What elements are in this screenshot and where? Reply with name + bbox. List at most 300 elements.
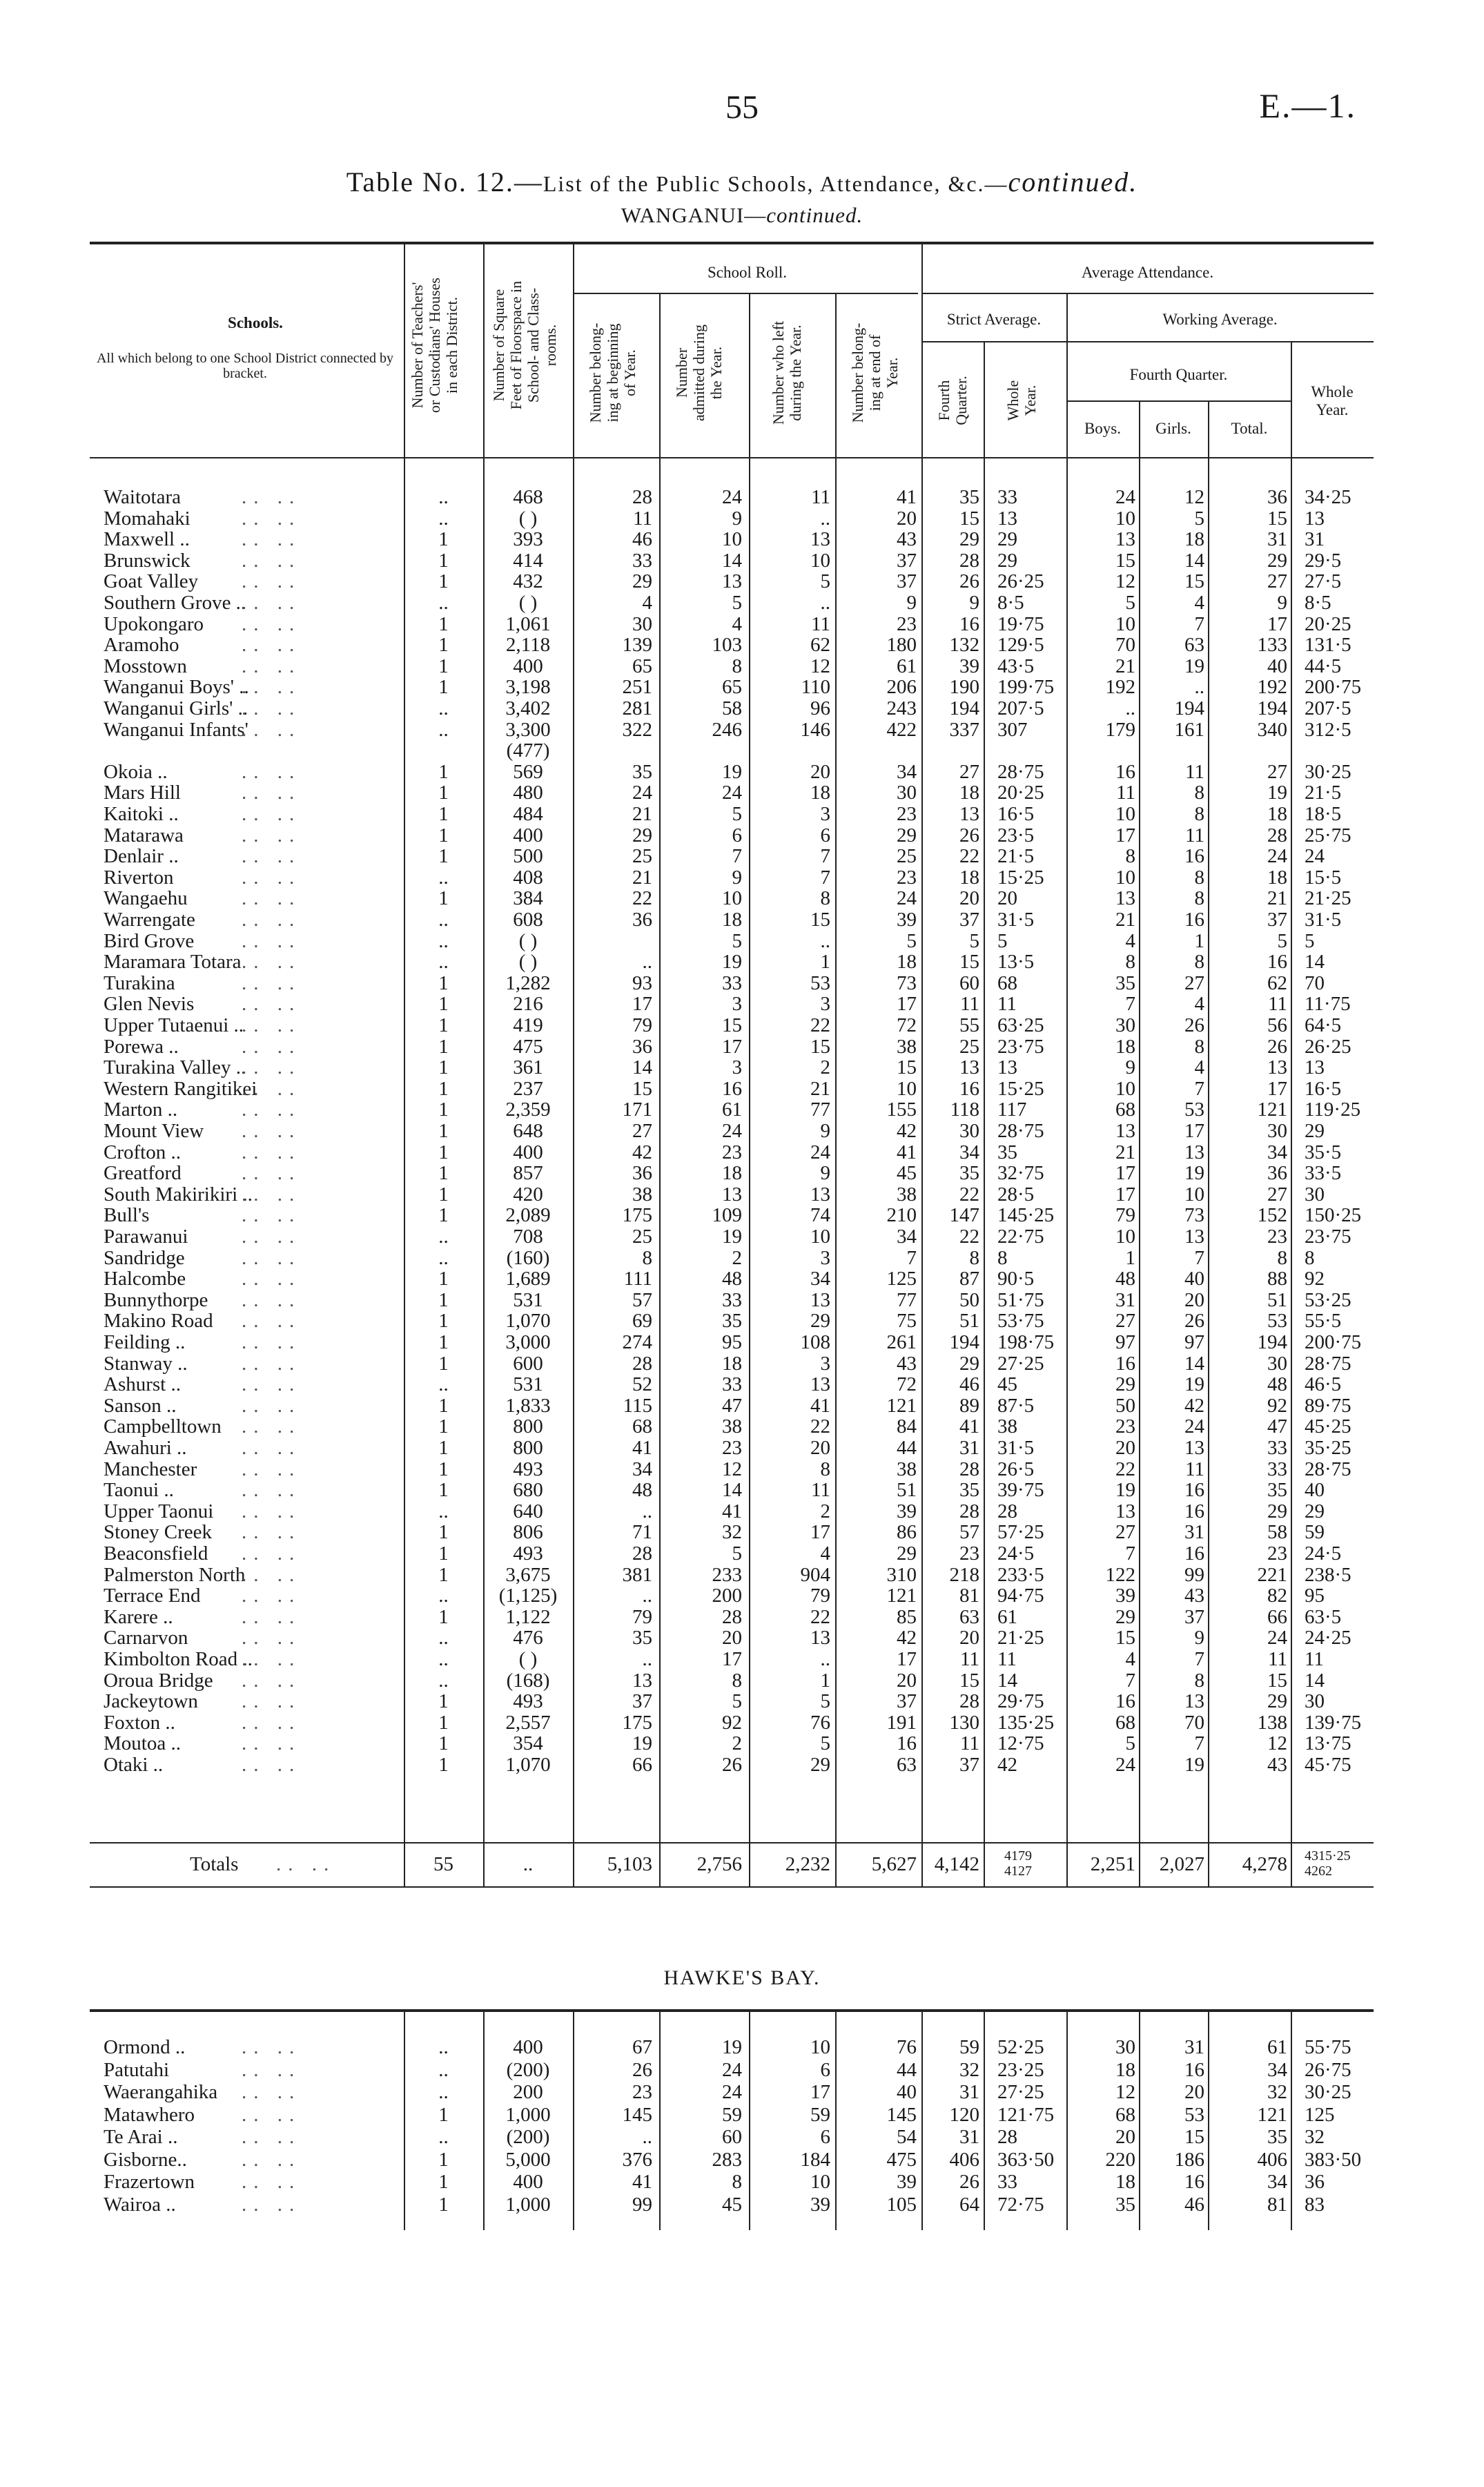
cell-roll-admitted: 16	[722, 1077, 742, 1100]
header-teachers-line: Number of Teachers'	[409, 282, 426, 409]
cell-strict-wy: 61	[997, 1605, 1017, 1628]
cell-boys: 10	[1115, 612, 1135, 635]
totals-floor: ..	[523, 1853, 534, 1875]
cell-working-wy: 30·25	[1305, 760, 1351, 783]
cell-strict-wy: 26·5	[997, 1458, 1035, 1480]
cell-roll-admitted: 15	[722, 1014, 742, 1036]
cell-roll-end: 38	[897, 1458, 917, 1480]
cell-roll-left: 3	[820, 803, 830, 825]
header-roll-end-line: Year.	[883, 357, 901, 389]
cell-floorspace: 420	[513, 1183, 543, 1206]
cell-working-wy: 21·25	[1305, 887, 1351, 910]
cell-working-wy: 200·75	[1305, 676, 1362, 699]
cell-strict-fq: 22	[959, 1183, 979, 1206]
cell-boys: 10	[1115, 803, 1135, 825]
cell-floorspace: ( )	[518, 951, 538, 974]
cell-strict-fq: 5	[969, 929, 979, 952]
leader-dots: .. ..	[242, 2193, 302, 2216]
cell-strict-fq: 29	[959, 1352, 979, 1375]
cell-girls: 8	[1194, 1669, 1204, 1692]
header-school-roll: School Roll.	[707, 264, 787, 281]
cell-strict-wy: 24·5	[997, 1542, 1035, 1565]
cell-strict-wy: 233·5	[997, 1563, 1044, 1586]
cell-floorspace: 1,282	[505, 971, 551, 994]
leader-dots: .. ..	[242, 507, 302, 530]
cell-strict-wy: 23·25	[997, 2058, 1044, 2081]
cell-roll-begin: 15	[632, 1077, 652, 1100]
header-boys: Boys.	[1084, 420, 1122, 437]
cell-girls: 27	[1184, 971, 1204, 994]
cell-roll-begin: 41	[632, 1437, 652, 1459]
cell-roll-begin: ..	[642, 1500, 652, 1522]
cell-roll-end: 24	[897, 887, 917, 910]
cell-roll-begin: 281	[622, 697, 652, 719]
cell-working-wy: 139·75	[1305, 1711, 1362, 1734]
cell-working-wy: 13	[1305, 507, 1325, 530]
leader-dots: .. ..	[242, 1310, 302, 1333]
cell-boys: 27	[1115, 1521, 1135, 1544]
cell-working-wy: 23·75	[1305, 1226, 1351, 1248]
cell-roll-begin: 4	[642, 592, 652, 614]
cell-teachers: ..	[438, 929, 449, 952]
leader-dots: .. ..	[242, 676, 302, 699]
cell-total: 19	[1267, 782, 1287, 804]
cell-teachers: 1	[438, 993, 449, 1016]
leader-dots: .. ..	[242, 971, 302, 994]
school-name: Okoia ..	[104, 760, 168, 783]
cell-roll-end: 310	[886, 1563, 917, 1586]
cell-girls: 10	[1184, 1183, 1204, 1206]
school-name: Denlair ..	[104, 845, 179, 868]
cell-teachers: 1	[438, 1732, 449, 1755]
cell-strict-wy: 53·75	[997, 1310, 1044, 1333]
cell-strict-fq: 118	[950, 1099, 979, 1121]
cell-teachers: ..	[438, 718, 449, 741]
cell-floorspace: 493	[513, 1458, 543, 1480]
cell-strict-fq: 35	[959, 1479, 979, 1502]
cell-total: 11	[1268, 993, 1287, 1016]
leader-dots: .. ..	[242, 1331, 302, 1353]
cell-roll-begin: 14	[632, 1056, 652, 1079]
cell-strict-wy: 198·75	[997, 1331, 1055, 1353]
cell-strict-fq: 18	[959, 782, 979, 804]
header-bottom-rule	[90, 457, 1374, 458]
cell-working-wy: 26·75	[1305, 2058, 1351, 2081]
cell-strict-wy: 13	[997, 1056, 1017, 1079]
cell-roll-admitted: 14	[722, 1479, 742, 1502]
school-roll-rule	[573, 293, 918, 294]
cell-strict-fq: 46	[959, 1373, 979, 1396]
cell-working-wy: 14	[1305, 1669, 1325, 1692]
cell-boys: 23	[1115, 1415, 1135, 1438]
cell-teachers: ..	[438, 592, 449, 614]
cell-girls: 12	[1184, 486, 1204, 508]
cell-teachers: ..	[438, 2081, 449, 2103]
school-name: Porewa ..	[104, 1035, 179, 1058]
cell-strict-wy: 135·25	[997, 1711, 1055, 1734]
leader-dots: .. ..	[242, 1585, 302, 1607]
cell-strict-wy: 43·5	[997, 655, 1035, 677]
school-name: Makino Road	[104, 1310, 213, 1333]
table-row	[0, 1607, 1484, 1627]
cell-roll-admitted: 8	[732, 2171, 742, 2193]
cell-strict-wy: 21·25	[997, 1627, 1044, 1649]
cell-boys: 8	[1125, 951, 1135, 974]
cell-girls: 7	[1194, 612, 1204, 635]
leader-dots: .. ..	[242, 1162, 302, 1185]
cell-roll-admitted: 61	[722, 1099, 742, 1121]
school-name: Upokongaro	[104, 612, 204, 635]
cell-girls: 46	[1184, 2193, 1204, 2216]
cell-roll-end: 61	[897, 655, 917, 677]
cell-roll-left: ..	[820, 592, 830, 614]
cell-boys: 10	[1115, 1226, 1135, 1248]
cell-teachers: 1	[438, 1437, 449, 1459]
cell-strict-wy: 13	[997, 507, 1017, 530]
cell-total: 35	[1267, 2126, 1287, 2148]
table-row	[0, 2037, 1484, 2058]
cell-roll-left: 108	[800, 1331, 830, 1353]
cell-roll-left: 10	[810, 2036, 830, 2058]
cell-strict-fq: 89	[959, 1394, 979, 1417]
school-name: Maxwell ..	[104, 528, 190, 551]
cell-girls: 4	[1194, 993, 1204, 1016]
cell-roll-admitted: 103	[712, 634, 742, 657]
leader-dots: .. ..	[242, 929, 302, 952]
table-row	[0, 529, 1484, 550]
cell-roll-end: 44	[897, 1437, 917, 1459]
table-row	[0, 1036, 1484, 1057]
cell-floorspace: 500	[513, 845, 543, 868]
cell-roll-begin: 175	[622, 1204, 652, 1227]
cell-roll-end: 121	[886, 1394, 917, 1417]
cell-roll-begin: 111	[623, 1268, 652, 1290]
cell-teachers: ..	[438, 1226, 449, 1248]
cell-floorspace: 419	[513, 1014, 543, 1036]
totals-left: 2,232	[785, 1853, 830, 1875]
school-name: Wanganui Infants'	[104, 718, 248, 741]
cell-roll-end: 243	[886, 697, 917, 719]
cell-boys: 39	[1115, 1585, 1135, 1607]
cell-teachers: 1	[438, 803, 449, 825]
cell-roll-left: 96	[810, 697, 830, 719]
cell-roll-end: 206	[886, 676, 917, 699]
cell-strict-wy: 28·75	[997, 1120, 1044, 1142]
cell-strict-wy: 28	[997, 2126, 1017, 2148]
cell-roll-left: 39	[810, 2193, 830, 2216]
cell-floorspace: 1,070	[505, 1754, 551, 1776]
cell-roll-left: 5	[820, 1690, 830, 1713]
leader-dots: .. ..	[242, 2058, 302, 2081]
cell-strict-fq: 37	[959, 1754, 979, 1776]
cell-roll-begin: 171	[622, 1099, 652, 1121]
cell-roll-left: 8	[820, 1458, 830, 1480]
cell-roll-admitted: 7	[732, 845, 742, 868]
leader-dots: .. ..	[242, 951, 302, 974]
cell-teachers: ..	[438, 951, 449, 974]
cell-strict-wy: 11	[997, 1648, 1017, 1670]
cell-roll-end: 191	[886, 1711, 917, 1734]
table-row	[0, 1205, 1484, 1226]
cell-teachers: 1	[438, 549, 449, 572]
cell-roll-admitted: 8	[732, 655, 742, 677]
totals-wwy	[1305, 1848, 1351, 1879]
cell-working-wy: 125	[1305, 2103, 1335, 2126]
fourth-quarter-rule	[1066, 400, 1291, 402]
school-name: Manchester	[104, 1458, 197, 1480]
cell-boys: 68	[1115, 2103, 1135, 2126]
cell-boys: 7	[1125, 993, 1135, 1016]
table-row	[0, 1691, 1484, 1712]
cell-strict-fq: 22	[959, 845, 979, 868]
cell-girls: 63	[1184, 634, 1204, 657]
cell-roll-left: 24	[810, 1141, 830, 1163]
table-row	[0, 1248, 1484, 1268]
cell-girls: 16	[1184, 909, 1204, 931]
cell-roll-end: 72	[897, 1373, 917, 1396]
cell-teachers: 1	[438, 1056, 449, 1079]
cell-roll-end: 75	[897, 1310, 917, 1333]
cell-girls: 37	[1184, 1605, 1204, 1628]
cell-boys: 4	[1125, 1648, 1135, 1670]
cell-floorspace: 475	[513, 1035, 543, 1058]
cell-strict-wy: 39·75	[997, 1479, 1044, 1502]
cell-teachers: ..	[438, 1246, 449, 1269]
table-row	[0, 1565, 1484, 1585]
cell-teachers: 1	[438, 1162, 449, 1185]
cell-floorspace: (200)	[506, 2126, 550, 2148]
cell-roll-begin: 93	[632, 971, 652, 994]
leader-dots: .. ..	[242, 1204, 302, 1227]
cell-girls: 14	[1184, 549, 1204, 572]
leader-dots: .. ..	[242, 1394, 302, 1417]
cell-roll-admitted: 9	[732, 507, 742, 530]
leader-dots: .. ..	[242, 2126, 302, 2148]
totals-label: Totals	[190, 1853, 239, 1875]
cell-roll-begin: 115	[623, 1394, 652, 1417]
cell-strict-wy: 121·75	[997, 2103, 1055, 2126]
title-main: List of the Public Schools, Attendance, &c.—	[543, 171, 1008, 196]
cell-floorspace: 237	[513, 1077, 543, 1100]
cell-roll-admitted: 65	[722, 676, 742, 699]
leader-dots: .. ..	[242, 1500, 302, 1522]
cell-teachers: 1	[438, 612, 449, 635]
table-row	[0, 571, 1484, 592]
cell-roll-admitted: 5	[732, 1542, 742, 1565]
cell-strict-wy: 63·25	[997, 1014, 1044, 1036]
cell-working-wy: 34·25	[1305, 486, 1351, 508]
cell-roll-admitted: 38	[722, 1415, 742, 1438]
cell-strict-fq: 16	[959, 612, 979, 635]
cell-strict-wy: 23·75	[997, 1035, 1044, 1058]
cell-boys: 29	[1115, 1373, 1135, 1396]
totals-leader-dots: .. ..	[276, 1853, 336, 1875]
cell-teachers: 1	[438, 1183, 449, 1206]
cell-floorspace: ( )	[518, 592, 538, 614]
cell-working-wy: 150·25	[1305, 1204, 1362, 1227]
leader-dots: .. ..	[242, 1141, 302, 1163]
table-row	[0, 508, 1484, 529]
cell-strict-wy: 20	[997, 887, 1017, 910]
header-roll-admitted	[673, 297, 725, 449]
header-strict-wy-line: Whole	[1004, 380, 1022, 421]
totals-wy-b: 4127	[1004, 1864, 1032, 1879]
cell-roll-begin: 29	[632, 824, 652, 846]
cell-teachers: ..	[438, 697, 449, 719]
leader-dots: .. ..	[242, 887, 302, 910]
cell-floorspace: 857	[513, 1162, 543, 1185]
cell-roll-begin: 376	[622, 2148, 652, 2171]
cell-strict-fq: 11	[960, 1648, 979, 1670]
totals-bottom-rule	[90, 1886, 1374, 1888]
cell-roll-admitted: 5	[732, 803, 742, 825]
cell-strict-fq: 13	[959, 1056, 979, 1079]
header-floorspace-line: Feet of Floorspace in	[507, 280, 525, 410]
leader-dots: .. ..	[242, 1711, 302, 1734]
cell-teachers: 1	[438, 2148, 449, 2171]
cell-floorspace: 3,198	[505, 676, 551, 699]
leader-dots: .. ..	[242, 697, 302, 719]
school-name: Momahaki	[104, 507, 191, 530]
cell-roll-left: 5	[820, 570, 830, 593]
school-name: Awahuri ..	[104, 1437, 187, 1459]
cell-strict-wy: 45	[997, 1373, 1017, 1396]
cell-roll-admitted: 4	[732, 612, 742, 635]
cell-roll-end: 44	[897, 2058, 917, 2081]
cell-roll-end: 29	[897, 824, 917, 846]
cell-boys: 15	[1115, 549, 1135, 572]
cell-teachers: 1	[438, 760, 449, 783]
cell-roll-admitted: 24	[722, 782, 742, 804]
cell-floorspace: 393	[513, 528, 543, 551]
cell-boys: 9	[1125, 1056, 1135, 1079]
cell-roll-admitted: 200	[712, 1585, 742, 1607]
totals-wwy-b: 4262	[1305, 1864, 1332, 1879]
cell-roll-left: 15	[810, 909, 830, 931]
cell-roll-begin: 8	[642, 1246, 652, 1269]
header-teachers-line: or Custodians' Houses	[426, 278, 443, 413]
cell-floorspace: 200	[513, 2081, 543, 2103]
cell-teachers: ..	[438, 507, 449, 530]
cell-roll-admitted: 33	[722, 971, 742, 994]
cell-working-wy: 383·50	[1305, 2148, 1362, 2171]
cell-strict-fq: 13	[959, 803, 979, 825]
table-title	[0, 166, 1484, 198]
cell-roll-left: 22	[810, 1605, 830, 1628]
cell-girls: 11	[1185, 760, 1204, 783]
cell-roll-end: 210	[886, 1204, 917, 1227]
cell-total: 21	[1267, 887, 1287, 910]
cell-strict-wy: 35	[997, 1141, 1017, 1163]
cell-strict-fq: 132	[949, 634, 979, 657]
header-schools: Schools.	[228, 314, 283, 331]
cell-roll-left: 2	[820, 1056, 830, 1079]
table-row	[0, 550, 1484, 571]
cell-strict-fq: 28	[959, 1500, 979, 1522]
cell-teachers: ..	[438, 1585, 449, 1607]
cell-total: 30	[1267, 1120, 1287, 1142]
leader-dots: .. ..	[242, 1437, 302, 1459]
cell-strict-fq: 26	[959, 824, 979, 846]
cell-roll-end: 25	[897, 845, 917, 868]
cell-roll-admitted: 47	[722, 1394, 742, 1417]
cell-roll-admitted: 20	[722, 1627, 742, 1649]
leader-dots: .. ..	[242, 1035, 302, 1058]
school-name: Wanganui Girls' ..	[104, 697, 248, 719]
cell-boys: 68	[1115, 1099, 1135, 1121]
header-roll-left-line: during the Year.	[787, 325, 804, 421]
cell-teachers: 1	[438, 1331, 449, 1353]
header-teachers-line: in each District.	[443, 297, 460, 394]
school-name: Greatford	[104, 1162, 182, 1185]
cell-roll-begin: 52	[632, 1373, 652, 1396]
cell-working-wy: 55·5	[1305, 1310, 1342, 1333]
school-name: Taonui ..	[104, 1479, 174, 1502]
hawkes-bay-top-rule	[90, 2009, 1374, 2012]
cell-roll-admitted: 5	[732, 592, 742, 614]
cell-roll-end: 45	[897, 1162, 917, 1185]
cell-strict-fq: 27	[959, 760, 979, 783]
cell-roll-admitted: 8	[732, 1669, 742, 1692]
cell-girls: 13	[1184, 1226, 1204, 1248]
cell-working-wy: 28·75	[1305, 1458, 1351, 1480]
cell-total: 13	[1267, 1056, 1287, 1079]
cell-floorspace: 468	[513, 486, 543, 508]
cell-roll-admitted: 19	[722, 951, 742, 974]
leader-dots: .. ..	[242, 1627, 302, 1649]
cell-floorspace: 432	[513, 570, 543, 593]
cell-strict-wy: 12·75	[997, 1732, 1044, 1755]
cell-roll-left: 20	[810, 760, 830, 783]
leader-dots: .. ..	[242, 1056, 302, 1079]
cell-roll-end: 15	[897, 1056, 917, 1079]
cell-strict-fq: 55	[959, 1014, 979, 1036]
leader-dots: .. ..	[242, 1479, 302, 1502]
cell-total: 194	[1257, 1331, 1287, 1353]
cell-floorspace: 708	[513, 1226, 543, 1248]
school-name: Southern Grove ..	[104, 592, 246, 614]
cell-boys: 18	[1115, 2058, 1135, 2081]
cell-total: 17	[1267, 1077, 1287, 1100]
school-name: Sandridge	[104, 1246, 185, 1269]
cell-working-wy: 16·5	[1305, 1077, 1342, 1100]
cell-teachers: 1	[438, 1014, 449, 1036]
cell-roll-admitted: 45	[722, 2193, 742, 2216]
school-name: Feilding ..	[104, 1331, 186, 1353]
cell-teachers: ..	[438, 1648, 449, 1670]
cell-boys: 16	[1115, 1690, 1135, 1713]
cell-boys: 220	[1105, 2148, 1135, 2171]
cell-roll-admitted: 13	[722, 570, 742, 593]
cell-boys: 1	[1125, 1246, 1135, 1269]
header-roll-admitted-line: Number	[673, 347, 690, 398]
cell-girls: 8	[1194, 951, 1204, 974]
cell-roll-left: 5	[820, 1732, 830, 1755]
cell-roll-left: 13	[810, 1627, 830, 1649]
cell-roll-admitted: 24	[722, 486, 742, 508]
cell-strict-fq: 15	[959, 1669, 979, 1692]
cell-roll-admitted: 233	[712, 1563, 742, 1586]
cell-roll-left: ..	[820, 1648, 830, 1670]
cell-working-wy: 44·5	[1305, 655, 1342, 677]
cell-working-wy: 59	[1305, 1521, 1325, 1544]
cell-boys: 12	[1115, 2081, 1135, 2103]
cell-roll-end: 41	[897, 1141, 917, 1163]
school-name: Wanganui Boys' ..	[104, 676, 249, 699]
school-name: Te Arai ..	[104, 2126, 178, 2148]
header-strict-wy	[1004, 352, 1039, 449]
cell-floorspace: 569	[513, 760, 543, 783]
